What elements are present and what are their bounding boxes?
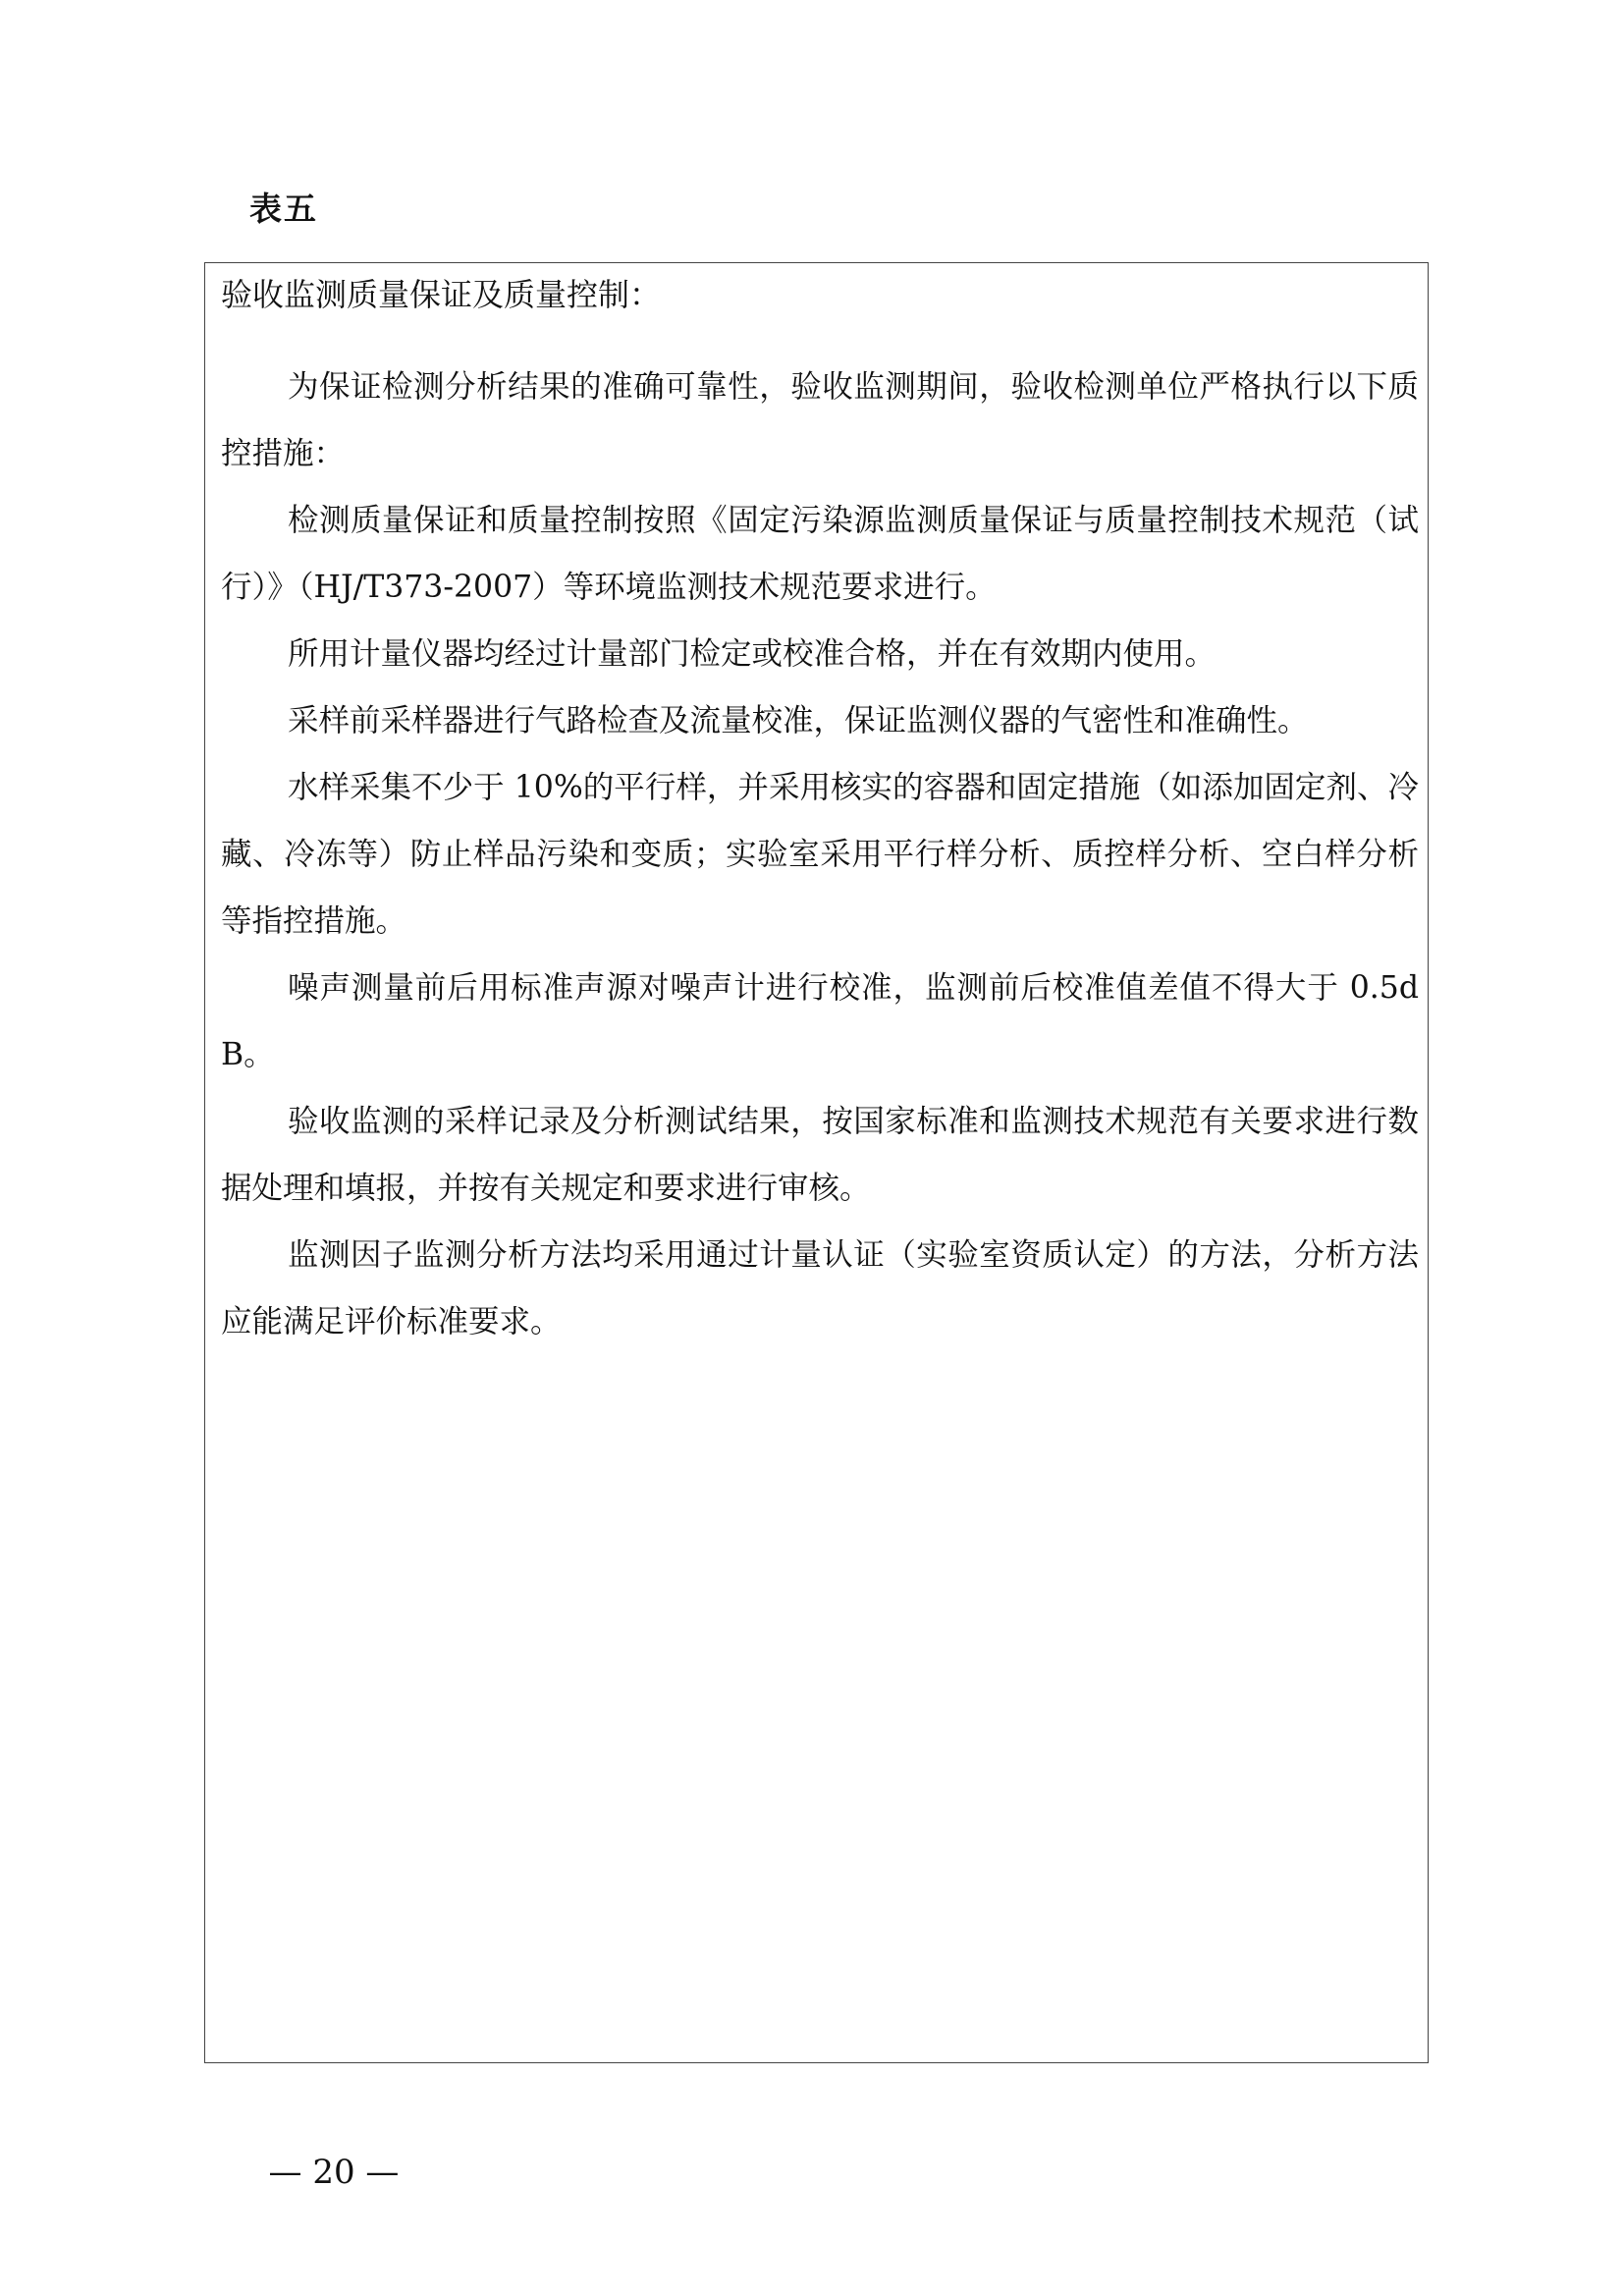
paragraph-records-review: 验收监测的采样记录及分析测试结果，按国家标准和监测技术规范有关要求进行数据处理和填报，并按有关规定和要求进行审核。 <box>221 1104 1419 1206</box>
page-number: — 20 — <box>268 2153 400 2192</box>
paragraph-qc-standard: 检测质量保证和质量控制按照《固定污染源监测质量保证与质量控制技术规范（试行）》（HJ/T373-2007）等环境监测技术规范要求进行。 <box>221 503 1419 605</box>
paragraph-analysis-methods: 监测因子监测分析方法均采用通过计量认证（实验室资质认定）的方法，分析方法应能满足评价标准要求。 <box>221 1237 1419 1339</box>
table-label: 表五 <box>249 190 318 228</box>
content-box <box>204 262 1429 2063</box>
paragraph-qc-intro: 为保证检测分析结果的准确可靠性，验收监测期间，验收检测单位严格执行以下质控措施： <box>221 369 1419 471</box>
paragraph-sampler-check: 采样前采样器进行气路检查及流量校准，保证监测仪器的气密性和准确性。 <box>288 703 1309 738</box>
paragraph-instrument-calibration: 所用计量仪器均经过计量部门检定或校准合格，并在有效期内使用。 <box>288 636 1217 672</box>
paragraph-water-sampling: 水样采集不少于 10%的平行样，并采用核实的容器和固定措施（如添加固定剂、冷藏、冷冻等）防止样品污染和变质；实验室采用平行样分析、质控样分析、空白样分析等指控措施。 <box>221 770 1419 939</box>
paragraph-noise-calibration: 噪声测量前后用标准声源对噪声计进行校准，监测前后校准值差值不得大于 0.5dB。 <box>221 970 1419 1072</box>
section-heading: 验收监测质量保证及质量控制： <box>221 276 662 313</box>
